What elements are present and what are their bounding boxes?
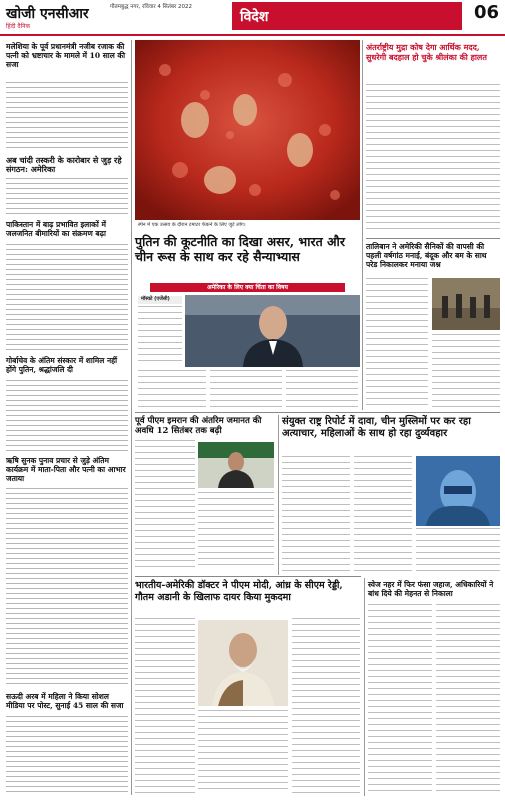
right-headline-3: स्वेज नहर में फिर फंसा जहाज, अधिकारियों ने बांध दिये की मेहनत से निकाला: [368, 580, 494, 598]
right-headline-1: अंतर्राष्ट्रीय मुद्रा कोष देगा आर्थिक मदद, सुधरेगी बदहाल हो चुके श्रीलंका की हालत: [366, 42, 487, 62]
photo-caption: स्पेन में एक उत्सव के दौरान टमाटर फेंकने के लिए जुटे लोग।: [138, 222, 246, 228]
dateline: गौतमबुद्ध नगर, रविवार 4 सितंबर 2022: [110, 4, 192, 10]
bail-headline: पूर्व पीएम इमरान की अंतरिम जमानत की अवधि 12 सितंबर तक बढ़ी: [135, 416, 262, 436]
masthead: [0, 0, 505, 36]
main-body-d: [286, 370, 358, 410]
divider: [135, 412, 500, 413]
right-headline-2: तालिबान ने अमेरिकी सैनिकों की वापसी की पहली वर्षगांठ मनाई, बंदूक और बम के साथ परेड निकालकर मनाया जश्न: [366, 242, 487, 269]
main-body-c: [210, 370, 282, 410]
taliban-photo: [432, 278, 500, 330]
column-divider: [131, 40, 132, 795]
festival-photo: [135, 40, 360, 220]
left-body-3: [6, 244, 128, 352]
doctor-headline: भारतीय-अमेरिकी डॉक्टर ने पीएम मोदी, आंध्र के सीएम रेड्डी, गौतम अडानी के खिलाफ दायर किया मुकदमा: [135, 580, 343, 603]
main-byline: मॉस्को (एजेंसी): [138, 296, 182, 304]
main-body-b: [138, 370, 206, 410]
left-headline-6: सऊदी अरब में महिला ने किया सोशल मीडिया पर पोस्ट, सुनाई 45 साल की सजा: [6, 692, 124, 710]
left-body-1: [6, 82, 128, 152]
doctor-body-a: [135, 618, 195, 794]
left-headline-2: अब चांदी तस्करी के कारोबार से जुड़ रहे संगठन: अमेरिका: [6, 155, 122, 174]
un-body-c: [416, 528, 500, 572]
right-body-2a: [366, 278, 428, 408]
doctor-body-b: [198, 710, 288, 794]
bail-body-b: [198, 492, 274, 570]
left-body-6: [6, 716, 128, 796]
column-divider: [362, 40, 363, 410]
right-body-3a: [368, 604, 432, 794]
brand-logo: खोजी एनसीआर: [6, 6, 89, 22]
column-divider: [278, 415, 279, 575]
main-body-a: [138, 306, 182, 366]
un-body-a: [282, 456, 350, 572]
right-body-2b: [432, 334, 500, 408]
left-headline-3: पाकिस्तान में बाढ़ प्रभावित इलाकों में जलजनित बीमारियों का संक्रमण बढ़ा: [6, 220, 106, 238]
bail-body-a: [135, 440, 195, 570]
headline-ribbon: अमेरिका के लिए क्या चिंता का विषय: [150, 283, 345, 292]
divider: [135, 576, 361, 577]
un-report-headline: संयुक्त राष्ट्र रिपोर्ट में दावा, चीन मुस्लिमों पर कर रहा अत्याचार, महिलाओं के साथ हो रहा दुर्व्यवहार: [282, 416, 471, 439]
main-headline: पुतिन की कूटनीति का दिखा असर, भारत और चीन रूस के साथ कर रहे सैन्याभ्यास: [135, 234, 345, 264]
left-body-4: [6, 380, 128, 452]
left-headline-1: मलेशिया के पूर्व प्रधानमंत्री नजीब रजाक की पत्नी को भ्रष्टाचार के मामले में 10 साल की सजा: [6, 42, 126, 69]
left-headline-4: गोर्बाचेव के अंतिम संस्कार में शामिल नहीं होंगे पुतिन, श्रद्धांजलि दी: [6, 356, 118, 374]
doctor-body-c: [292, 618, 360, 794]
divider: [366, 238, 500, 239]
page-number: 06: [473, 2, 499, 23]
left-headline-5: ऋषि सुनक पुनाव प्रचार से जुड़े अंतिम कार्यक्रम में माता-पिता और पत्नी का आभार जताया: [6, 456, 126, 483]
section-title: विदेश: [232, 2, 462, 30]
column-divider: [364, 578, 365, 796]
brand-tagline: हिंदी दैनिक: [6, 23, 31, 30]
un-body-b: [354, 456, 412, 572]
left-body-2: [6, 178, 128, 216]
imran-photo: [198, 442, 274, 488]
putin-photo: [185, 295, 360, 367]
protest-photo: [416, 456, 500, 526]
right-body-3b: [436, 604, 500, 794]
modi-photo: [198, 620, 288, 706]
left-body-5: [6, 488, 128, 688]
right-body-1: [366, 84, 500, 234]
